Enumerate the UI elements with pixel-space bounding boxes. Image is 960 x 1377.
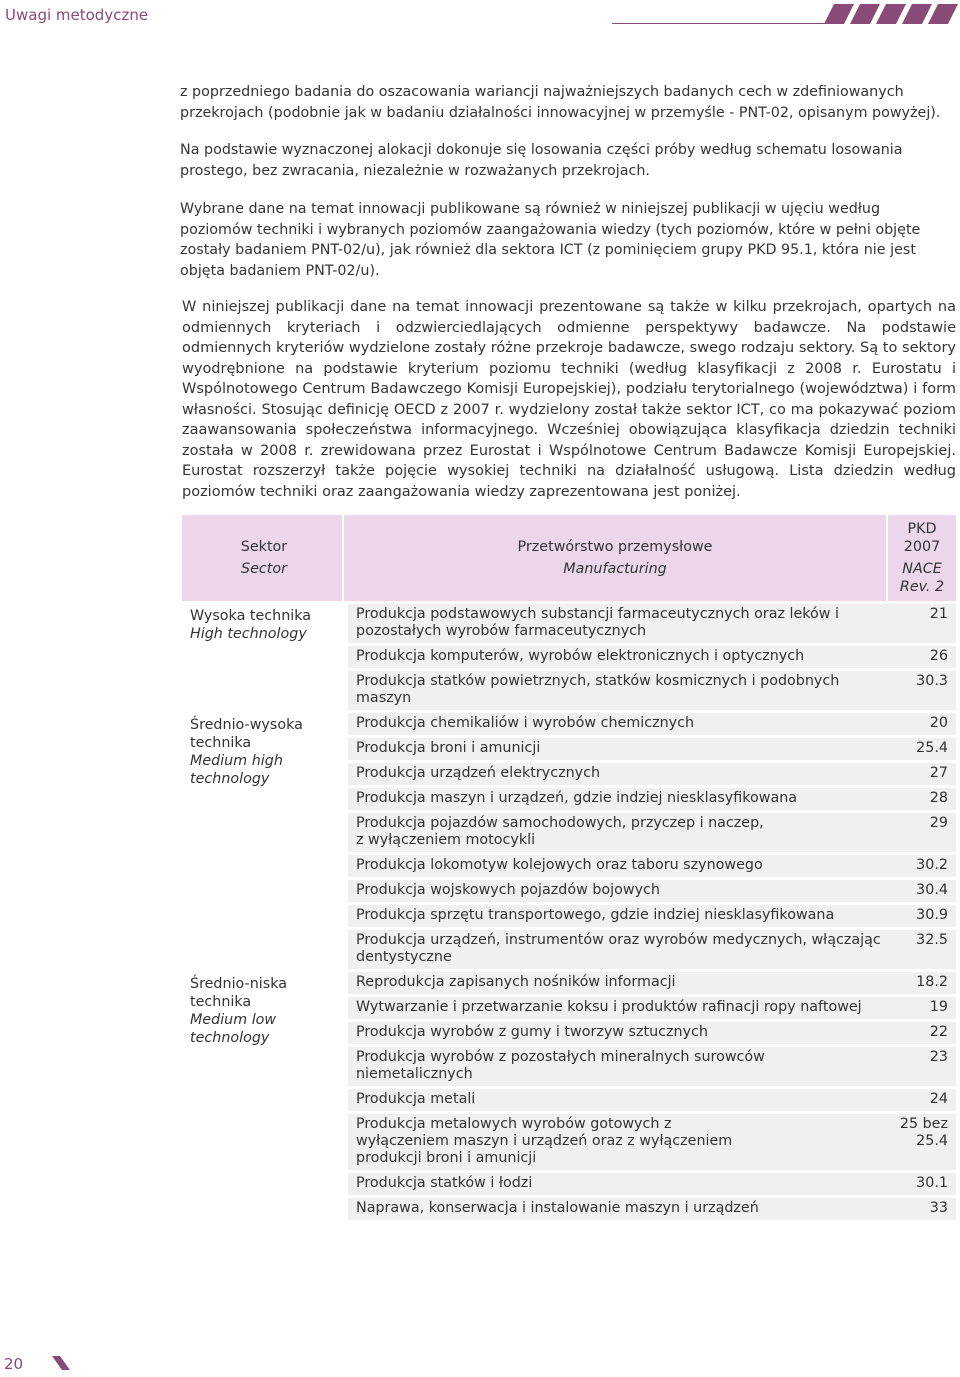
row-code: 23	[888, 1047, 956, 1086]
row-description: Produkcja statków i łodzi	[344, 1173, 888, 1195]
footer-slash-decoration	[52, 1356, 70, 1370]
technology-level-table	[182, 512, 956, 1223]
row-code: 30.1	[888, 1173, 956, 1195]
manufacturing-header-en: Manufacturing	[563, 561, 667, 577]
pkd-header-line1: PKD	[907, 521, 937, 537]
sector-header	[182, 515, 344, 601]
page-header-title: Uwagi metodyczne	[5, 6, 149, 24]
row-code: 30.4	[888, 880, 956, 902]
row-code: 20	[888, 713, 956, 735]
row-code: 18.2	[888, 972, 956, 994]
nace-header-line2: Rev. 2	[899, 579, 945, 595]
sector-label-en: Medium high technology	[190, 753, 283, 787]
row-code: 25 bez 25.4	[888, 1114, 956, 1170]
row-description: Produkcja statków powietrznych, statków kosmicznych i podobnych maszyn	[344, 671, 888, 710]
row-code: 21	[888, 604, 956, 643]
row-code: 28	[888, 788, 956, 810]
row-description: Wytwarzanie i przetwarzanie koksu i produktów rafinacji ropy naftowej	[344, 997, 888, 1019]
sector-medium-high-tech	[182, 713, 344, 969]
sector-label-en: High technology	[190, 626, 307, 642]
paragraph-2: Na podstawie wyznaczonej alokacji dokonuje się losowania części próby według schematu losowania prostego, bez zwracania, niezależnie w rozważanych przekrojach.	[180, 142, 903, 179]
sector-label-pl: Wysoka technika	[190, 608, 312, 624]
pkd-header-line2: 2007	[903, 539, 941, 555]
table-row	[182, 972, 956, 994]
sector-label-pl: Średnio-wysoka technika	[190, 717, 303, 751]
header-stripes-decoration	[824, 4, 960, 26]
row-description: Produkcja pojazdów samochodowych, przyczep i naczep, z wyłączeniem motocykli	[344, 813, 888, 852]
row-description: Reprodukcja zapisanych nośników informacji	[344, 972, 888, 994]
table-row	[182, 604, 956, 643]
row-description: Produkcja urządzeń, instrumentów oraz wyrobów medycznych, włączając dentystyczne	[344, 930, 888, 969]
pkd-header	[888, 515, 956, 601]
header-rule	[612, 23, 844, 24]
row-code: 29	[888, 813, 956, 852]
row-description: Produkcja wojskowych pojazdów bojowych	[344, 880, 888, 902]
row-description: Naprawa, konserwacja i instalowanie maszyn i urządzeń	[344, 1198, 888, 1220]
row-description: Produkcja lokomotyw kolejowych oraz taboru szynowego	[344, 855, 888, 877]
sector-header-pl: Sektor	[240, 539, 288, 555]
row-description: Produkcja komputerów, wyrobów elektronicznych i optycznych	[344, 646, 888, 668]
row-code: 32.5	[888, 930, 956, 969]
row-description: Produkcja sprzętu transportowego, gdzie indziej niesklasyfikowana	[344, 905, 888, 927]
sector-header-en: Sector	[241, 561, 287, 577]
row-code: 19	[888, 997, 956, 1019]
row-code: 25.4	[888, 738, 956, 760]
row-code: 24	[888, 1089, 956, 1111]
paragraph-1: z poprzedniego badania do oszacowania wariancji najważniejszych badanych cech w zdefiniowanych przekrojach (podobnie jak w badaniu działalności innowacyjnej w przemyśle - PNT-02, opisanym powyżej).	[180, 84, 941, 121]
sector-label-en: Medium low technology	[190, 1012, 277, 1046]
row-code: 27	[888, 763, 956, 785]
sector-label-pl: Średnio-niska technika	[190, 976, 287, 1010]
row-code: 30.2	[888, 855, 956, 877]
row-description: Produkcja maszyn i urządzeń, gdzie indziej niesklasyfikowana	[344, 788, 888, 810]
row-code: 30.3	[888, 671, 956, 710]
row-code: 22	[888, 1022, 956, 1044]
paragraph-4: W niniejszej publikacji dane na temat innowacji prezentowane są także w kilku przekrojach, opartych na odmiennych kryteriach i odzwierciedlających odmienne perspektywy badawcze. Na podstawie odmiennych kryteriów wydzielone zostały różne przekroje badawcze, swego rodzaju sektory. Są to sektory wyodrębnione na podstawie kryterium poziomu techniki (według klasyfikacji z 2008 r. Eurostatu i Wspólnotowego Centrum Badawczego Komisji Europejskiej), podziału terytorialnego (województwa) i form własności. Stosując definicję OECD z 2007 r. wydzielony został także sektor ICT, co ma pokazywać poziom zaawansowania społeczeństwa informacyjnego. Wcześniej obowiązująca klasyfikacja dziedzin techniki została w 2008 r. zrewidowana przez Eurostat i Wspólnotowe Centrum Badawcze Komisji Europejskiej. Eurostat rozszerzył także pojęcie wysokiej techniki na działalność usługową. Lista dziedzin według poziomów techniki oraz zaangażowania wiedzy zaprezentowana jest poniżej.	[182, 299, 956, 500]
row-description: Produkcja urządzeń elektrycznych	[344, 763, 888, 785]
sector-high-tech	[182, 604, 344, 710]
table-row	[182, 713, 956, 735]
manufacturing-header-pl: Przetwórstwo przemysłowe	[517, 539, 713, 555]
row-description: Produkcja metalowych wyrobów gotowych z wyłączeniem maszyn i urządzeń oraz z wyłączeniem produkcji broni i amunicji	[344, 1114, 888, 1170]
nace-header-line1: NACE	[902, 561, 942, 577]
row-description: Produkcja wyrobów z pozostałych mineralnych surowców niemetalicznych	[344, 1047, 888, 1086]
row-description: Produkcja wyrobów z gumy i tworzyw sztucznych	[344, 1022, 888, 1044]
table-header-row	[182, 515, 956, 601]
row-code: 26	[888, 646, 956, 668]
row-description: Produkcja broni i amunicji	[344, 738, 888, 760]
row-description: Produkcja metali	[344, 1089, 888, 1111]
paragraph-3: Wybrane dane na temat innowacji publikowane są również w niniejszej publikacji w ujęciu według poziomów techniki i wybranych poziomów zaangażowania wiedzy (tych poziomów, które w pełni objęte zostały badaniem PNT-02/u), jak również dla sektora ICT (z pominięciem grupy PKD 95.1, która nie jest objęta badaniem PNT-02/u).	[180, 201, 921, 279]
manufacturing-header	[344, 515, 888, 601]
sector-medium-low-tech	[182, 972, 344, 1220]
row-description: Produkcja chemikaliów i wyrobów chemicznych	[344, 713, 888, 735]
row-description: Produkcja podstawowych substancji farmaceutycznych oraz leków i pozostałych wyrobów farmaceutycznych	[344, 604, 888, 643]
row-code: 33	[888, 1198, 956, 1220]
page-number: 20	[4, 1355, 24, 1373]
row-code: 30.9	[888, 905, 956, 927]
